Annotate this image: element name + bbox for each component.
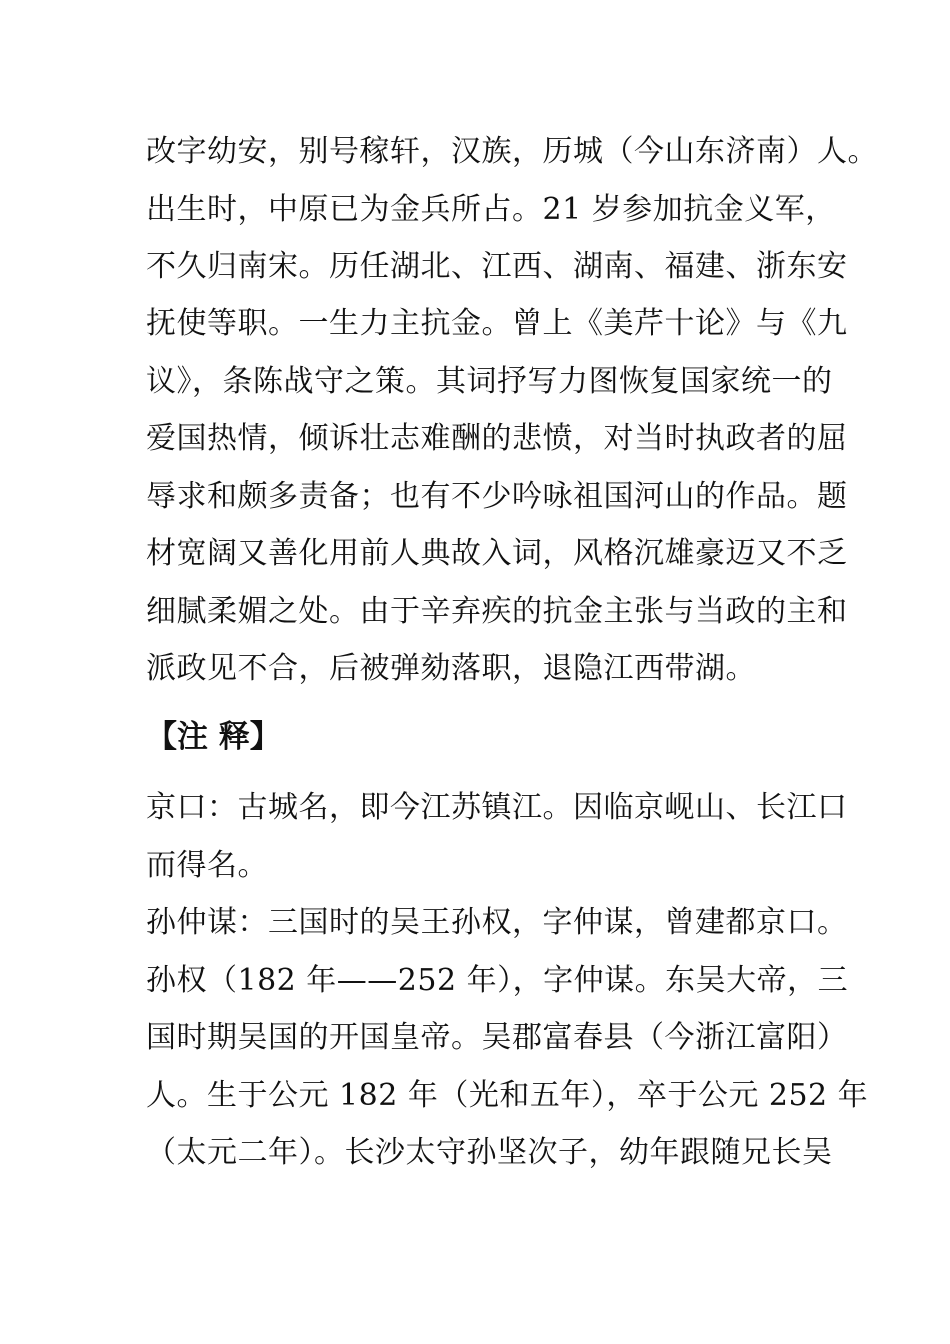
note-line: （太元二年）。长沙太守孙坚次子，幼年跟随兄长吴 bbox=[146, 1135, 833, 1170]
bio-line: 出生时，中原已为金兵所占。21 岁参加抗金义军， bbox=[146, 192, 836, 227]
bio-line: 爱国热情，倾诉壮志难酬的悲愤，对当时执政者的屈 bbox=[146, 421, 848, 456]
note-line: 孙权（182 年——252 年），字仲谋。东吴大帝，三 bbox=[146, 963, 849, 998]
bio-line: 派政见不合，后被弹劾落职，退隐江西带湖。 bbox=[146, 651, 756, 686]
bio-line: 材宽阔又善化用前人典故入词，风格沉雄豪迈又不乏 bbox=[146, 536, 848, 571]
note-line: 而得名。 bbox=[146, 848, 268, 883]
bio-line: 议》，条陈战守之策。其词抒写力图恢复国家统一的 bbox=[146, 364, 833, 399]
bio-line: 细腻柔媚之处。由于辛弃疾的抗金主张与当政的主和 bbox=[146, 594, 848, 629]
bio-line: 辱求和颇多责备；也有不少吟咏祖国河山的作品。题 bbox=[146, 479, 848, 514]
notes-heading: 【注 释】 bbox=[146, 719, 281, 755]
note-line: 国时期吴国的开国皇帝。吴郡富春县（今浙江富阳） bbox=[146, 1020, 848, 1055]
bio-line: 改字幼安，别号稼轩，汉族，历城（今山东济南）人。 bbox=[146, 134, 878, 169]
note-line: 孙仲谋：三国时的吴王孙权，字仲谋，曾建都京口。 bbox=[146, 905, 848, 940]
note-line: 京口：古城名，即今江苏镇江。因临京岘山、长江口 bbox=[146, 790, 848, 825]
bio-line: 不久归南宋。历任湖北、江西、湖南、福建、浙东安 bbox=[146, 249, 848, 284]
bio-line: 抚使等职。一生力主抗金。曾上《美芹十论》与《九 bbox=[146, 306, 848, 341]
note-line: 人。生于公元 182 年（光和五年），卒于公元 252 年 bbox=[146, 1078, 869, 1113]
